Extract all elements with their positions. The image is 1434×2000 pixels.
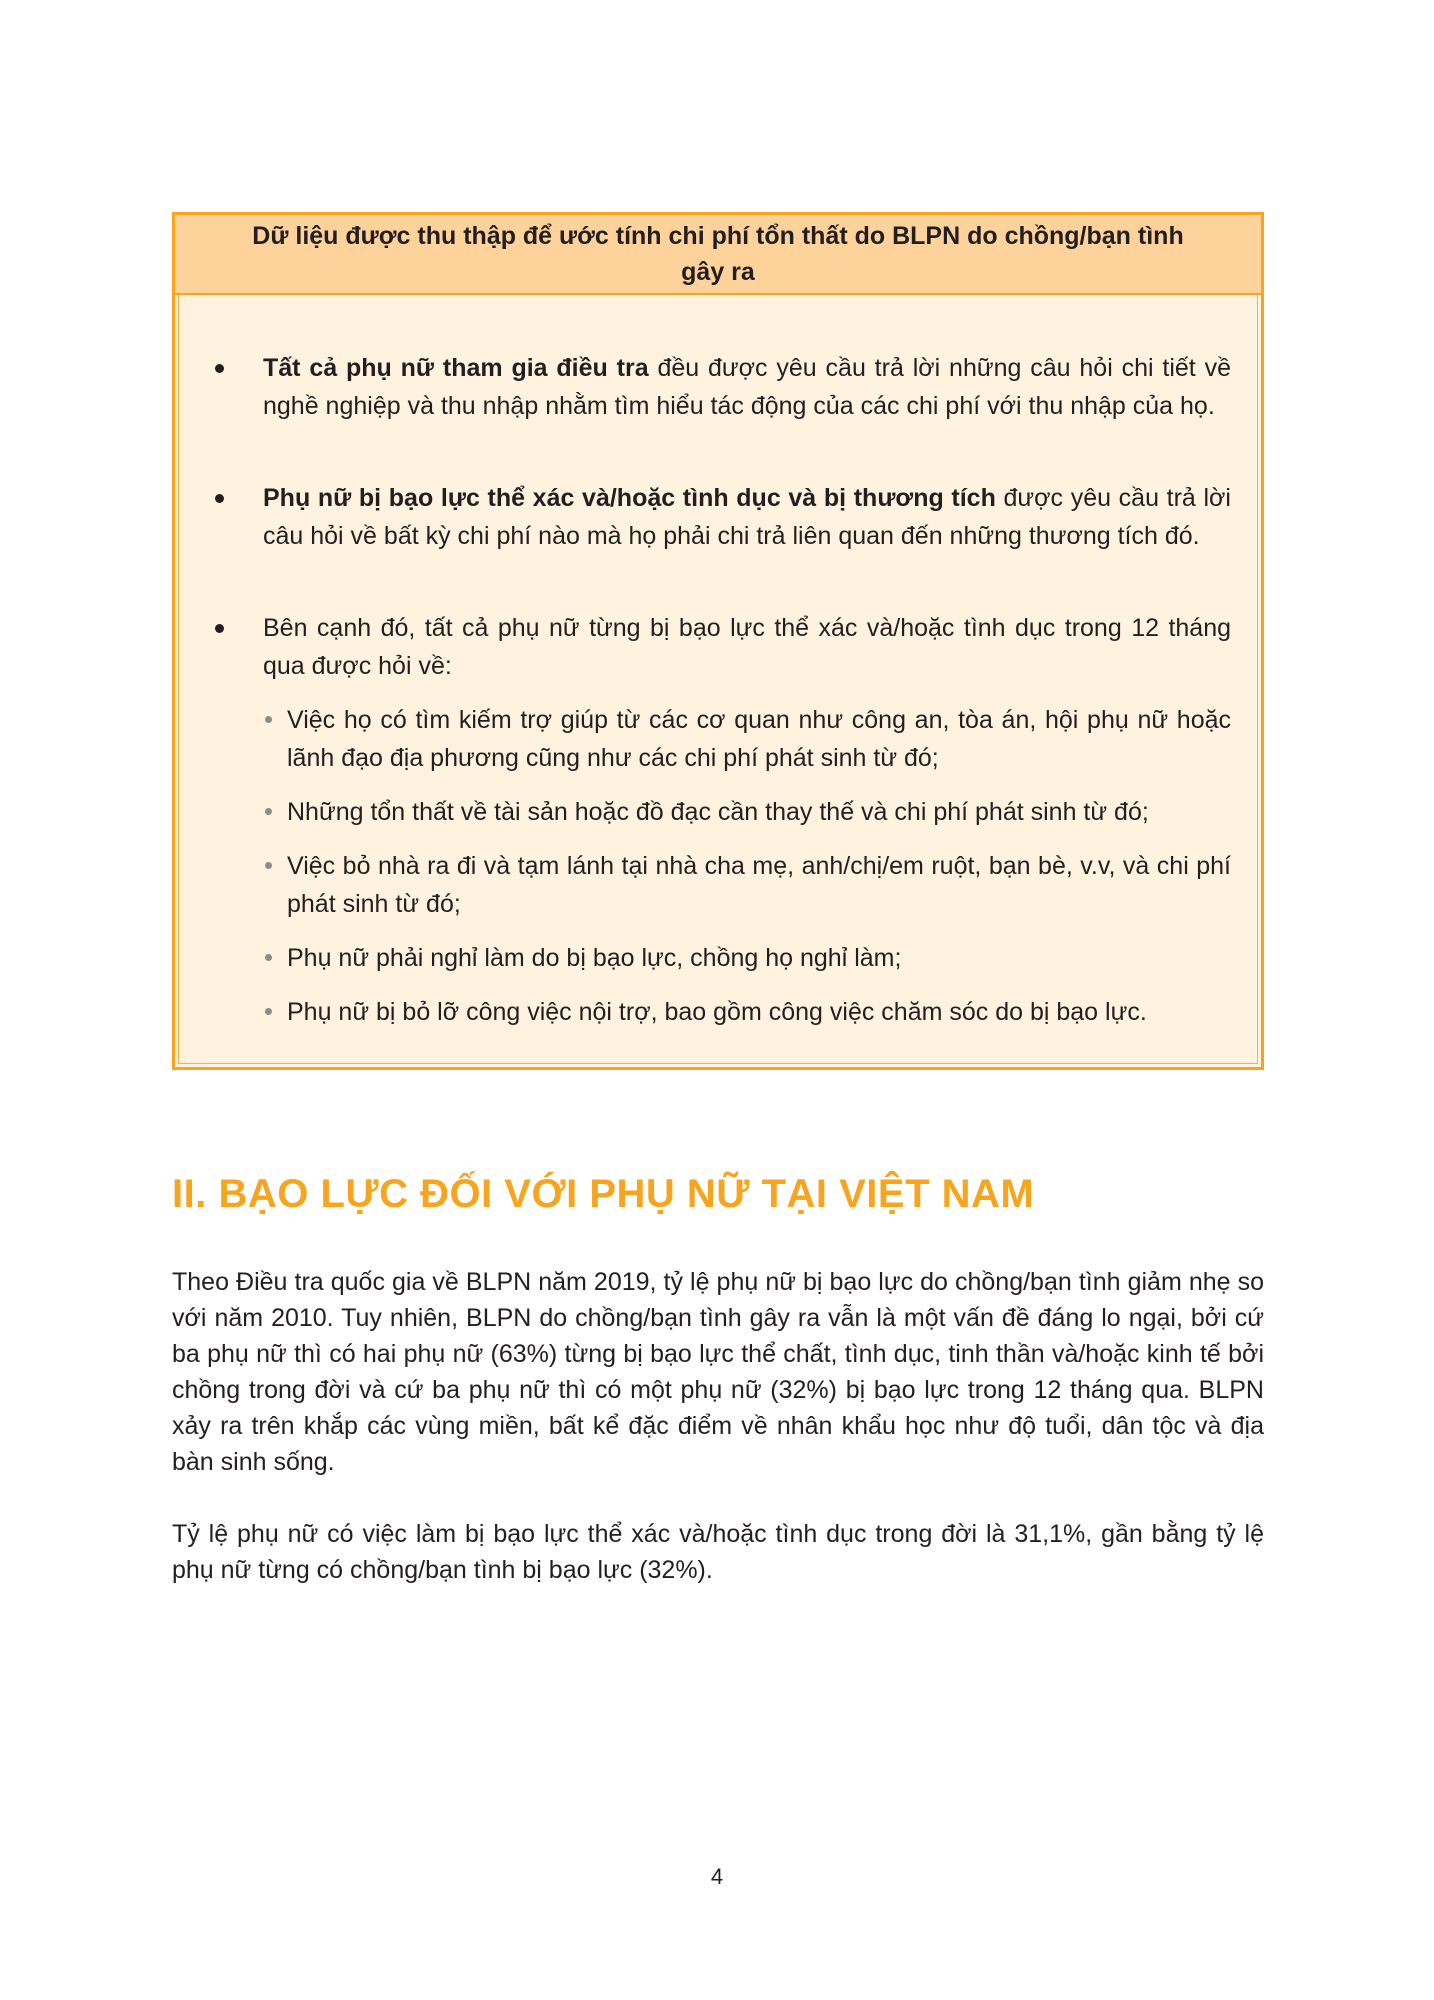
body-paragraph: Tỷ lệ phụ nữ có việc làm bị bạo lực thể xác và/hoặc tình dục trong đời là 31,1%, gần bằng tỷ lệ phụ nữ từng có chồng/bạn tình bị bạo lực (32%). — [172, 1520, 1264, 1584]
sub-item-text: Phụ nữ bị bỏ lỡ công việc nội trợ, bao gồm công việc chăm sóc do bị bạo lực. — [287, 998, 1147, 1026]
box-header: Dữ liệu được thu thập để ước tính chi phí tổn thất do BLPN do chồng/bạn tình gây ra — [175, 215, 1261, 295]
bullet-dot-icon — [215, 494, 224, 503]
bullet-dot-icon — [215, 624, 224, 633]
page-number: 4 — [710, 1864, 724, 1889]
bullet-bold: Phụ nữ bị bạo lực thể xác và/hoặc tình dục và bị thương tích — [263, 484, 996, 512]
bullet-dot-icon — [215, 364, 224, 373]
section-title: II. BẠO LỰC ĐỐI VỚI PHỤ NỮ TẠI VIỆT NAM — [172, 1172, 1035, 1216]
bullet-rest: đều được yêu cầu trả lời những câu hỏi chi tiết về nghề nghiệp và thu nhập nhằm tìm hiểu tác động của các chi phí với thu nhập của họ. — [263, 354, 1231, 420]
sub-item-text: Những tổn thất về tài sản hoặc đồ đạc cần thay thế và chi phí phát sinh từ đó; — [287, 798, 1149, 826]
bullet-text — [263, 349, 1231, 425]
body-paragraph: Theo Điều tra quốc gia về BLPN năm 2019, tỷ lệ phụ nữ bị bạo lực do chồng/bạn tình giảm nhẹ so với năm 2010. Tuy nhiên, BLPN do chồng/bạn tình gây ra vẫn là một vấn đề đáng lo ngại, bởi cứ ba phụ nữ thì có hai phụ nữ (63%) từng bị bạo lực thể chất, tình dục, tinh thần và/hoặc kinh tế bởi chồng trong đời và cứ ba phụ nữ thì có một phụ nữ (32%) bị bạo lực trong 12 tháng qua. BLPN xảy ra trên khắp các vùng miền, bất kể đặc điểm về nhân khẩu học như độ tuổi, dân tộc và địa bàn sinh sống. — [172, 1268, 1264, 1476]
sub-bullet-dot-icon — [265, 808, 272, 815]
bullet-bold: Tất cả phụ nữ tham gia điều tra — [263, 354, 649, 382]
bullet-rest: Bên cạnh đó, tất cả phụ nữ từng bị bạo lực thể xác và/hoặc tình dục trong 12 tháng qua được hỏi về: — [263, 614, 1231, 680]
sub-bullet-dot-icon — [265, 954, 272, 961]
sub-item-text: Việc bỏ nhà ra đi và tạm lánh tại nhà cha mẹ, anh/chị/em ruột, bạn bè, v.v, và chi phí phát sinh từ đó; — [287, 852, 1231, 918]
bullet-text — [263, 609, 1231, 685]
bullet-text — [263, 479, 1231, 555]
sub-item-text: Việc họ có tìm kiếm trợ giúp từ các cơ quan như công an, tòa án, hội phụ nữ hoặc lãnh đạo địa phương cũng như các chi phí phát sinh từ đó; — [287, 706, 1231, 772]
sub-bullet-dot-icon — [265, 716, 272, 723]
bullet-rest: được yêu cầu trả lời câu hỏi về bất kỳ chi phí nào mà họ phải chi trả liên quan đến những thương tích đó. — [263, 484, 1231, 550]
sub-item-text: Phụ nữ phải nghỉ làm do bị bạo lực, chồng họ nghỉ làm; — [287, 944, 902, 972]
sub-bullet-dot-icon — [265, 862, 272, 869]
sub-bullet-dot-icon — [265, 1008, 272, 1015]
data-collection-box — [172, 212, 1264, 1070]
